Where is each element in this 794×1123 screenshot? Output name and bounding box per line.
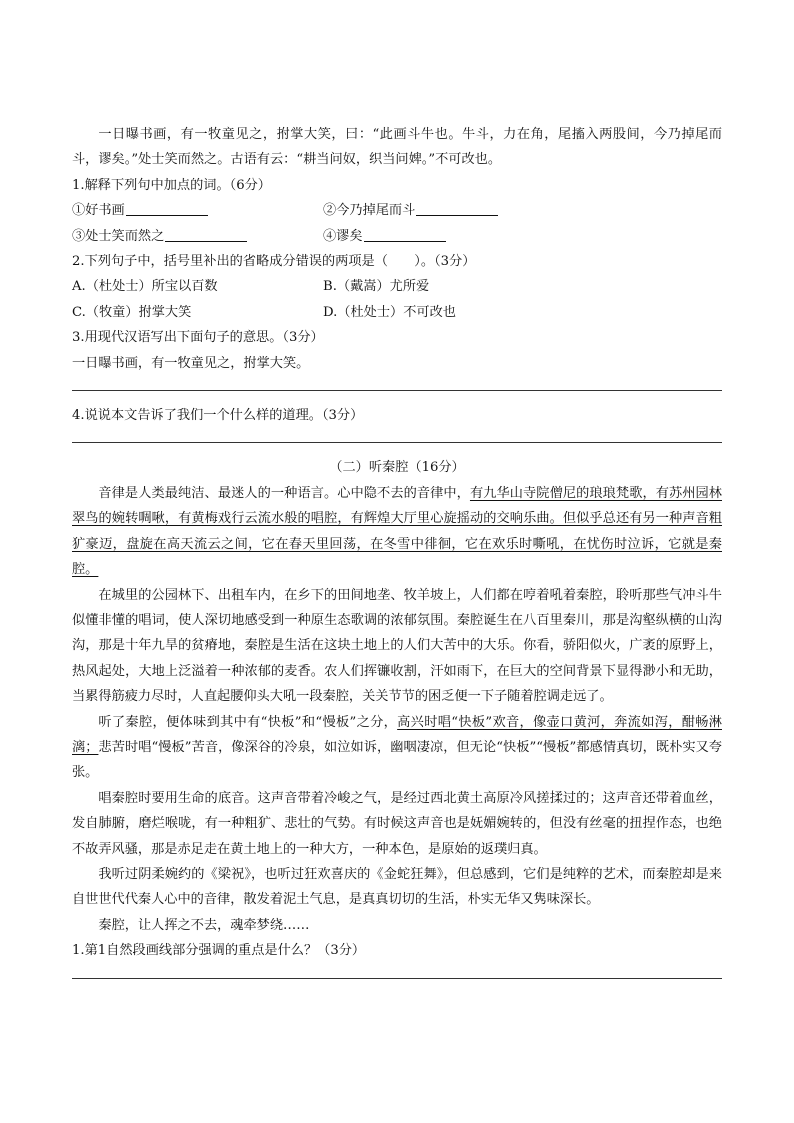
p3-text-2: 悲苦时唱“慢板”苦音，像深谷的冷泉，如泣如诉，幽咽凄凉，但无论“快板”“慢板”都感情真切，既朴实又夸张。	[72, 739, 722, 781]
p3-text: 听了秦腔，便体味到其中有“快板”和“慢板”之分，	[98, 714, 398, 730]
paragraph-5: 我听过阴柔婉约的《梁祝》，也听过狂欢喜庆的《金蛇狂舞》，但总感到，它们是纯粹的艺术，而秦腔却是来自世世代代秦人心中的音律，散发着泥土气息，是真真切切的生活，朴实无华又隽味深长。	[72, 866, 722, 908]
section-title: （二）听秦腔（16分）	[329, 460, 465, 476]
question-2-options	[72, 300, 722, 325]
passage-line-2: 尾而斗，谬矣。”处士笑而然之。古语有云：“耕当问奴，织当问婢。”不可改也。	[72, 127, 722, 168]
answer-blank[interactable]	[165, 227, 247, 242]
passage-line-1: 一日曝书画，有一牧童见之，拊掌大笑，曰：“此画斗牛也。牛斗，力在角，尾搐入两股间，今乃掉	[98, 127, 696, 142]
document-page	[72, 122, 722, 991]
classical-passage	[72, 122, 722, 173]
answer-blank[interactable]	[416, 201, 498, 216]
paragraph-1	[72, 481, 722, 583]
question-1-items	[72, 224, 722, 249]
question-4: 4.说说本文告诉了我们一个什么样的道理。（3分）	[72, 408, 364, 424]
answer-blank[interactable]	[364, 227, 446, 242]
question-2: 2.下列句子中，括号里补出的省略成分错误的两项是（ ）。（3分）	[72, 254, 476, 270]
answer-line[interactable]	[72, 442, 722, 443]
p3-underlined-text: 高兴时唱“快板”欢音，像壶口黄河，奔流如泻，酣畅淋漓；	[72, 714, 722, 755]
question-1-items	[72, 198, 722, 223]
paragraph-2: 在城里的公园林下、出租车内，在乡下的田间地垄、牧羊坡上，人们都在哼着吼着秦腔，聆听那些气冲斗牛似懂非懂的唱词，使人深切地感受到一种原生态歌调的浓郁氛围。秦腔诞生在八百里秦川，那是沟壑纵横的山沟沟，那是十年九旱的贫瘠地，秦腔是生活在这块土地上的人们大苦中的大乐。你看，骄阳似火，广袤的原野上，热风起处，大地上泛溢着一种浓郁的麦香。农人们挥镰收割，汗如雨下，在巨大的空间背景下显得渺小和无助，当累得筋疲力尽时，人直起腰仰头大吼一段秦腔，关关节节的困乏便一下子随着腔调走远了。	[72, 587, 722, 705]
p1-underlined-text: 有九华山寺院僧尼的琅琅梵歌，有苏州园林翠鸟的婉转啁啾，有黄梅戏行云流水般的唱腔，有辉煌大厅里心旋摇动的交响乐曲。但似乎总还有另一种声音粗犷豪迈，盘旋在高天流云之间，它在春天里回荡，在冬雪中徘徊，它在欢乐时嘶吼，在忧伤时泣诉，它就是秦腔。	[72, 485, 722, 578]
question-2-options	[72, 274, 722, 299]
answer-line[interactable]	[72, 978, 722, 979]
answer-line[interactable]	[72, 390, 722, 391]
q1-item-1: ①好书画	[72, 203, 125, 219]
question-3-sentence: 一日曝书画，有一牧童见之，拊掌大笑。	[72, 355, 310, 371]
option-c: C.（牧童）拊掌大笑	[72, 304, 192, 320]
p1-text: 音律是人类最纯洁、最迷人的一种语言。心中隐不去的音律中，	[98, 485, 470, 501]
question-3: 3.用现代汉语写出下面句子的意思。（3分）	[72, 330, 324, 346]
option-d: D.（杜处士）不可改也	[323, 304, 456, 320]
q1-item-2: ②今乃掉尾而斗	[323, 203, 416, 219]
option-b: B.（戴嵩）尤所爱	[323, 279, 430, 295]
answer-blank[interactable]	[126, 201, 208, 216]
paragraph-3	[72, 710, 722, 786]
option-a: A.（杜处士）所宝以百数	[72, 279, 218, 295]
q1-item-3: ③处士笑而然之	[72, 228, 165, 244]
paragraph-6: 秦腔，让人挥之不去，魂牵梦绕……	[98, 917, 310, 933]
section2-question-1: 1.第1自然段画线部分强调的重点是什么？（3分）	[72, 943, 366, 959]
paragraph-4: 唱秦腔时要用生命的底音。这声音带着冷峻之气，是经过西北黄土高原冷风搓揉过的；这声音还带着血丝，发自肺腑，磨烂喉咙，有一种粗犷、悲壮的气势。有时候这声音也是妩媚婉转的，但没有丝毫的扭捏作态，也绝不故弄风骚，那是赤足走在黄土地上的一种大方，一种本色，是原始的返璞归真。	[72, 790, 722, 857]
q1-item-4: ④谬矣	[323, 228, 363, 244]
question-1: 1.解释下列句中加点的词。（6分）	[72, 177, 271, 193]
